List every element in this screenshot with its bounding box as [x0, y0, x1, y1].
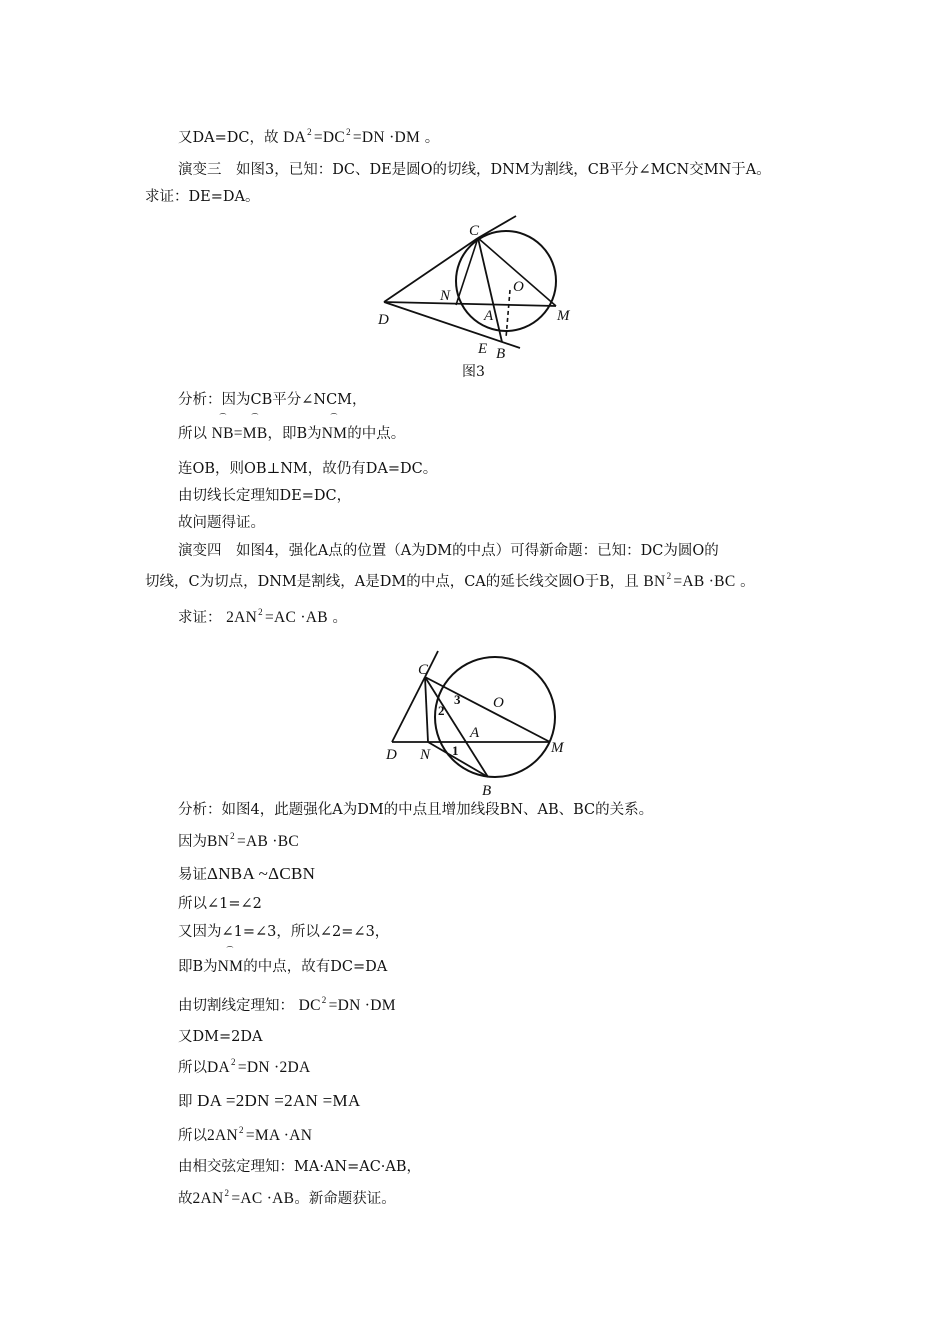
- math-expr: $2AN^2 =AC \cdot AB$: [226, 607, 328, 626]
- text-line: 所以$2AN^2 =MA \cdot AN$: [178, 1125, 313, 1144]
- label-N: N: [420, 747, 431, 763]
- math-expr: $DC^2 =DN \cdot DM$: [298, 995, 396, 1014]
- label-C: C: [418, 662, 429, 678]
- text-line: 所以$DA^2 =DN \cdot 2DA$: [178, 1057, 311, 1076]
- text-line: 又DM=2DA: [178, 1029, 263, 1045]
- label-A: A: [470, 725, 480, 741]
- arc-nm: ⌒ NM: [322, 424, 348, 444]
- label-B: B: [482, 783, 492, 795]
- text-line: 求证：DE=DA。: [145, 189, 260, 205]
- figure-3-caption: 图3: [462, 364, 485, 380]
- text-line: 即B为⌒ NM的中点，故有DC=DA: [178, 957, 387, 977]
- figure-3: [370, 208, 590, 368]
- text-line: 分析：因为CB平分∠NCM，: [178, 392, 367, 408]
- text-line: 由相交弦定理知：MA·AN=AC·AB，: [178, 1159, 422, 1175]
- label-A: A: [484, 308, 494, 324]
- text-line: 演变三 如图3，已知：DC、DE是圆O的切线，DNM为割线，CB平分∠MCN交MN于A。: [178, 162, 771, 178]
- angle-3: 3: [454, 692, 461, 707]
- text-line: 分析：如图4，此题强化A为DM的中点且增加线段BN、AB、BC的关系。: [178, 802, 654, 818]
- text-line: 由切线长定理知DE=DC，: [178, 488, 352, 504]
- math-expr: $DA^2 =DC^2 =DN \cdot DM$: [283, 127, 421, 146]
- text-line: 易证ΔNBA ~ΔCBN: [178, 864, 316, 883]
- text-line: 演变四 如图4，强化A点的位置（A为DM的中点）可得新命题：已知：DC为圆O的: [178, 543, 719, 559]
- text-line: 连OB，则OB⊥NM，故仍有DA=DC。: [178, 461, 438, 477]
- text-line: 即 DA =2DN =2AN =MA: [178, 1091, 361, 1110]
- arc-nb: ⌒ NB: [212, 424, 234, 444]
- text-line: 因为$BN^2 =AB \cdot BC$: [178, 831, 300, 850]
- label-C: C: [469, 223, 480, 239]
- math-expr: $2AN^2 =AC \cdot AB$: [192, 1188, 295, 1207]
- label-O: O: [493, 695, 504, 711]
- text-line: 故问题得证。: [178, 515, 265, 531]
- label-M: M: [557, 308, 570, 324]
- text-line: 求证： $2AN^2 =AC \cdot AB$ 。: [178, 607, 348, 626]
- angle-1: 1: [452, 743, 459, 758]
- text-line: 又因为∠1=∠3，所以∠2=∠3，: [178, 924, 390, 940]
- math-expr: $BN^2 =AB \cdot BC$: [207, 831, 300, 850]
- label-E: E: [478, 341, 488, 357]
- text-line: 切线，C为切点，DNM是割线，A是DM的中点，CA的延长线交圆O于B，且 $BN^2 =AB \cdot BC$ 。: [145, 571, 755, 590]
- text-line: 由切割线定理知： $DC^2 =DN \cdot DM$: [178, 995, 396, 1014]
- text-line: 所以 ⌒ NB=⌒ MB，即B为⌒ NM的中点。: [178, 424, 405, 444]
- math-expr: $BN^2 =AB \cdot BC$: [643, 571, 736, 590]
- label-B: B: [496, 346, 506, 362]
- text-line: 又DA=DC，故 $DA^2 =DC^2 =DN \cdot DM$ 。: [178, 127, 440, 146]
- angle-2: 2: [438, 703, 445, 718]
- label-D: D: [386, 747, 397, 763]
- math-expr: $DA^2 =DN \cdot 2DA$: [207, 1057, 311, 1076]
- text-line: 故$2AN^2 =AC \cdot AB$。新命题获证。: [178, 1188, 396, 1207]
- label-N: N: [440, 288, 451, 304]
- arc-mb: ⌒ MB: [243, 424, 268, 444]
- label-M: M: [551, 740, 564, 756]
- text-line: 所以∠1=∠2: [178, 896, 262, 912]
- arc-nm: ⌒ NM: [218, 957, 244, 977]
- label-O: O: [513, 279, 524, 295]
- label-D: D: [378, 312, 389, 328]
- math-expr: $2AN^2 =MA \cdot AN$: [207, 1125, 313, 1144]
- figure-4: [378, 645, 578, 795]
